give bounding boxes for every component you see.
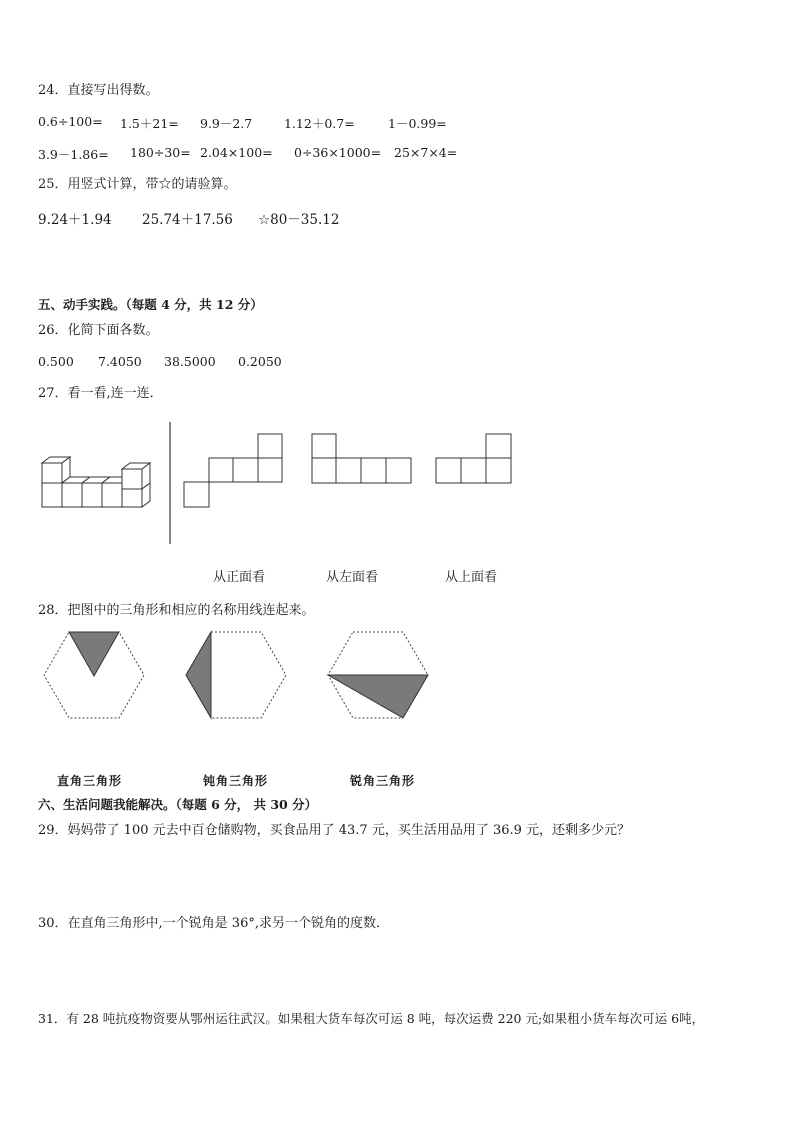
view-label-front: 从正面看	[213, 570, 266, 585]
q25-title: 25．用竖式计算，带☆的请验算。	[38, 177, 237, 192]
q24-title: 24．直接写出得数。	[38, 83, 159, 98]
view-label-top: 从上面看	[445, 570, 498, 585]
section-5-title: 五、动手实践。（每题 4 分，共 12 分）	[38, 297, 263, 312]
q29-title: 29．妈妈带了 100 元去中百仓储购物，买食品用了 43.7 元，买生活用品用了 36.9 元，还剩多少元？	[38, 823, 631, 838]
hexagon-figure-2	[184, 630, 288, 720]
q26-title: 26．化简下面各数。	[38, 323, 159, 338]
q24-expression: 0÷36×1000=	[294, 145, 382, 160]
q26-number: 38.5000	[164, 354, 216, 369]
section-6-title: 六、生活问题我能解决。（每题 6 分， 共 30 分）	[38, 797, 318, 812]
hexagon-figure-3	[326, 630, 430, 720]
q27-title: 27．看一看,连一连．	[38, 386, 163, 401]
triangle-name-right: 直角三角形	[57, 774, 123, 788]
q24-row-1	[38, 114, 538, 132]
q24-expression: 25×7×4=	[394, 145, 458, 160]
q24-expression: 3.9－1.86=	[38, 147, 109, 162]
q26-row	[38, 354, 298, 372]
q24-expression: 1－0.99=	[388, 116, 447, 131]
vertical-divider	[168, 422, 172, 544]
hexagon-figure-1	[42, 630, 146, 720]
triangle-name-acute: 锐角三角形	[350, 774, 416, 788]
q25-expression: 25.74＋17.56	[142, 212, 233, 228]
q26-number: 0.500	[38, 354, 74, 369]
q24-expression: 2.04×100=	[200, 145, 273, 160]
q25-expression: 9.24＋1.94	[38, 212, 112, 228]
q24-expression: 180÷30=	[130, 145, 191, 160]
q25-expression: ☆80－35.12	[258, 212, 340, 228]
cube-solid-figure	[40, 455, 160, 515]
view-figure-3	[435, 433, 515, 487]
q24-expression: 0.6÷100=	[38, 114, 103, 129]
q24-expression: 1.12＋0.7=	[284, 116, 355, 131]
q30-title: 30．在直角三角形中,一个锐角是 36°,求另一个锐角的度数．	[38, 916, 389, 931]
q24-row-2	[38, 145, 538, 163]
view-figure-1	[183, 433, 285, 511]
view-label-left: 从左面看	[326, 570, 379, 585]
q25-row	[38, 208, 378, 226]
view-figure-2	[311, 433, 415, 487]
q26-number: 7.4050	[98, 354, 142, 369]
q26-number: 0.2050	[238, 354, 282, 369]
q28-title: 28．把图中的三角形和相应的名称用线连起来。	[38, 603, 315, 618]
triangle-name-obtuse: 钝角三角形	[203, 774, 269, 788]
q31-title: 31．有 28 吨抗疫物资要从鄂州运往武汉。如果租大货车每次可运 8 吨，每次运费 220 元;如果租小货车每次可运 6吨，	[38, 1011, 705, 1026]
q24-expression: 9.9－2.7	[200, 116, 253, 131]
q24-expression: 1.5＋21=	[120, 116, 179, 131]
